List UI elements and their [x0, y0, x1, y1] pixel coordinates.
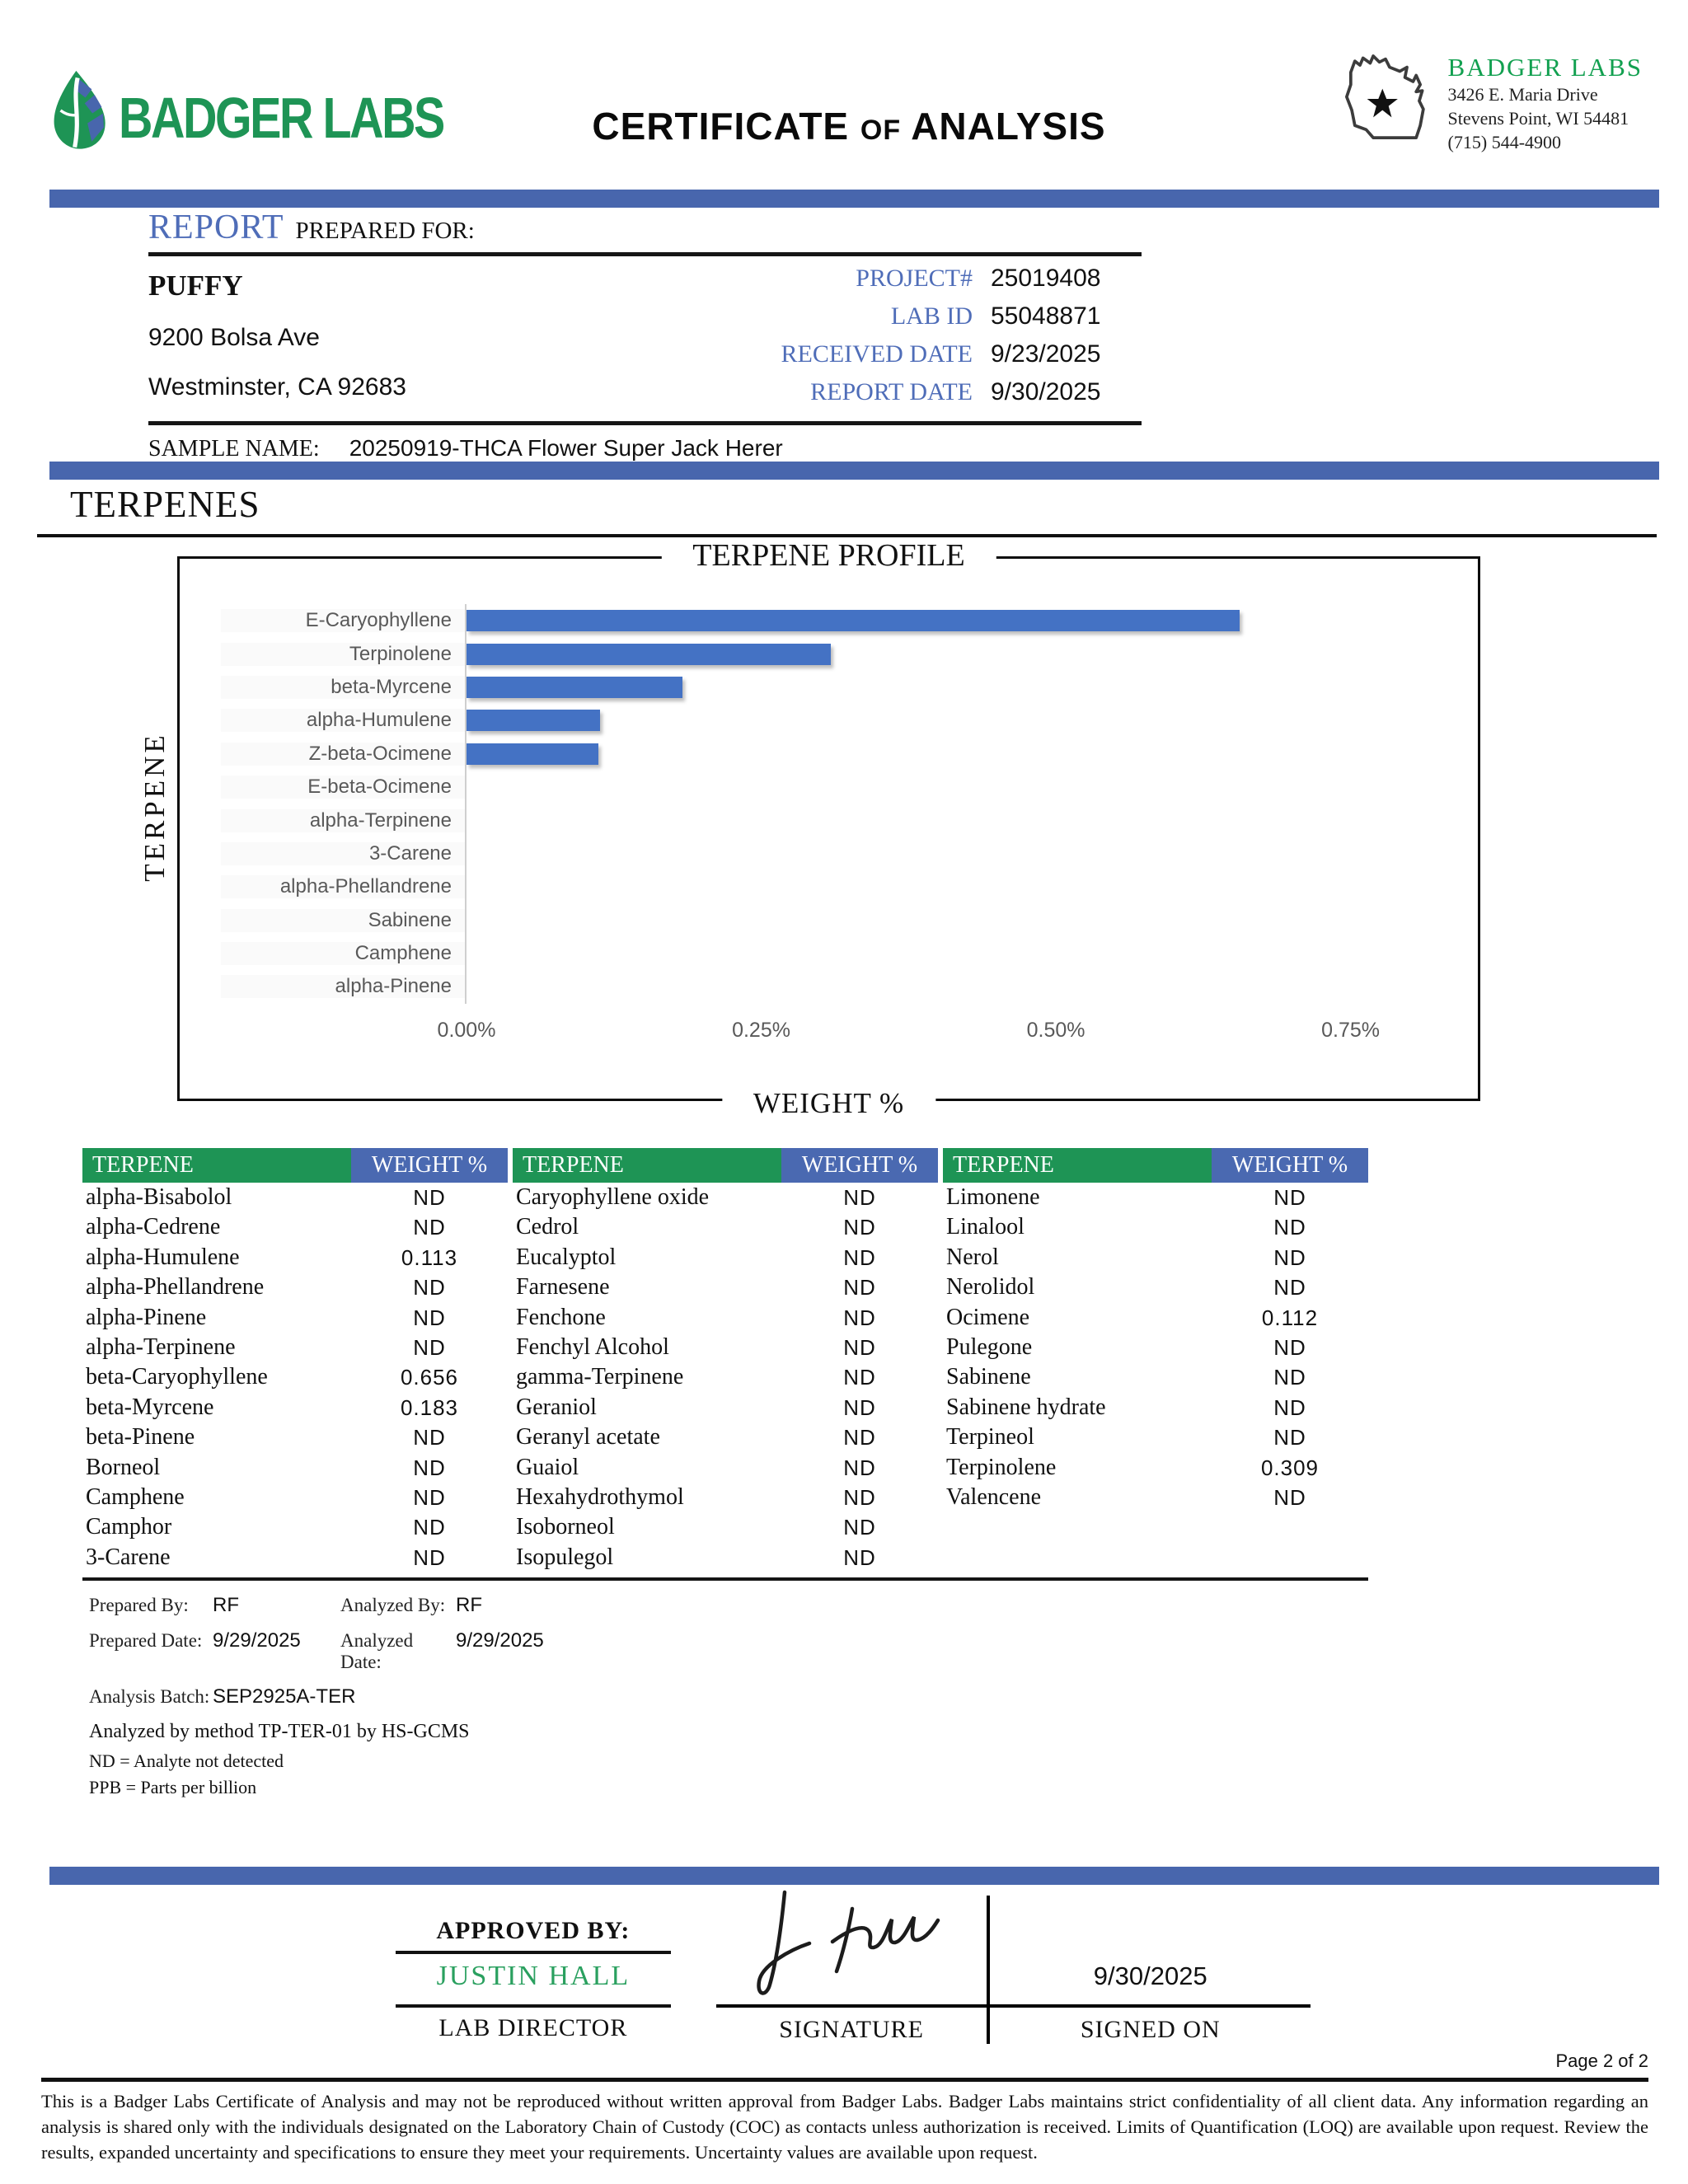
table-cell-terpene: Fenchone: [516, 1304, 606, 1330]
chart-x-tick: 0.00%: [437, 1019, 496, 1042]
chart-category-label: alpha-Humulene: [221, 709, 465, 732]
report-meta-label: REPORT DATE: [810, 378, 973, 405]
chart-row: [221, 637, 1445, 670]
chart-category-label: Camphene: [221, 942, 465, 965]
method-note: Analyzed by method TP-TER-01 by HS-GCMS: [89, 1721, 470, 1742]
table-header-terpene: TERPENE: [513, 1148, 781, 1183]
table-cell-terpene: Eucalyptol: [516, 1244, 617, 1270]
divider-band-terpenes: [49, 462, 1659, 480]
table-cell-terpene: beta-Caryophyllene: [86, 1364, 268, 1390]
prepared-by-value: RF: [213, 1594, 239, 1616]
table-cell-weight: ND: [843, 1335, 876, 1361]
page-number: Page 2 of 2: [1555, 2050, 1648, 2071]
chart-category-label: Sabinene: [221, 909, 465, 932]
client-block: [148, 265, 610, 416]
chart-row: [221, 704, 1445, 737]
table-cell-weight: ND: [413, 1335, 446, 1361]
badger-labs-logo: [48, 68, 514, 153]
table-cell-terpene: Isoborneol: [516, 1514, 615, 1540]
table-cell-terpene: gamma-Terpinene: [516, 1364, 684, 1390]
table-cell-weight: ND: [843, 1394, 876, 1420]
chart-x-axis-label: WEIGHT %: [722, 1087, 935, 1120]
table-cell-terpene: Hexahydrothymol: [516, 1484, 684, 1511]
table-cell-terpene: Sabinene hydrate: [946, 1394, 1106, 1420]
table-cell-terpene: Sabinene: [946, 1364, 1031, 1390]
chart-bar-track: [465, 738, 1445, 771]
title-of: OF: [860, 115, 902, 146]
chart-x-tick: 0.75%: [1321, 1019, 1381, 1042]
table-cell-terpene: Camphene: [86, 1484, 185, 1511]
chart-bar-track: [465, 837, 1445, 870]
table-cell-weight: ND: [843, 1485, 876, 1511]
approved-by-label: APPROVED BY:: [436, 1917, 631, 1944]
table-cell-terpene: beta-Myrcene: [86, 1394, 214, 1420]
table-cell-weight: ND: [1273, 1275, 1306, 1301]
table-cell-weight: ND: [1273, 1394, 1306, 1420]
chart-category-label: E-beta-Ocimene: [221, 776, 465, 799]
table-cell-weight: 0.656: [400, 1365, 459, 1390]
report-label: REPORT: [148, 209, 284, 246]
table-cell-weight: ND: [843, 1515, 876, 1540]
report-meta-label: LAB ID: [890, 302, 973, 330]
table-cell-weight: 0.113: [401, 1244, 458, 1270]
lab-address-line2: Stevens Point, WI 54481: [1447, 108, 1629, 129]
table-cell-terpene: Cedrol: [516, 1214, 579, 1240]
lab-address-line1: 3426 E. Maria Drive: [1447, 84, 1598, 105]
analyzed-date-value: 9/29/2025: [456, 1629, 544, 1652]
logo-wordmark: BADGER LABS: [119, 86, 443, 150]
analysis-batch-value: SEP2925A-TER: [213, 1685, 356, 1708]
table-cell-weight: ND: [413, 1485, 446, 1511]
chart-row: [221, 970, 1445, 1003]
lab-director-title: LAB DIRECTOR: [438, 2014, 628, 2041]
signed-on-column: [987, 1896, 1311, 2044]
chart-bar: [467, 677, 682, 698]
approval-block: [396, 1896, 1311, 2044]
table-cell-weight: ND: [843, 1425, 876, 1451]
table-header-weight: WEIGHT %: [1212, 1148, 1368, 1183]
signature-column: [716, 1896, 987, 2044]
chart-y-axis-label: TERPENE: [138, 709, 171, 905]
leaf-icon: [48, 68, 119, 153]
report-meta-row: [610, 265, 1142, 293]
chart-x-ticks: [437, 1019, 1445, 1045]
chart-title: TERPENE PROFILE: [661, 537, 996, 574]
table-cell-terpene: Limonene: [946, 1184, 1040, 1210]
table-cell-weight: ND: [843, 1244, 876, 1270]
chart-bar-track: [465, 804, 1445, 837]
table-cell-terpene: 3-Carene: [86, 1544, 171, 1570]
chart-bar-track: [465, 671, 1445, 704]
table-column-group: [513, 1148, 938, 1572]
footer-rule: [41, 2078, 1648, 2082]
chart-row: [221, 870, 1445, 903]
table-cell-weight: ND: [413, 1305, 446, 1330]
table-cell-terpene: Pulegone: [946, 1334, 1033, 1361]
table-cell-terpene: Valencene: [946, 1484, 1042, 1511]
table-cell-terpene: Fenchyl Alcohol: [516, 1334, 669, 1361]
chart-row: [221, 937, 1445, 970]
table-cell-weight: ND: [1273, 1365, 1306, 1390]
chart-bar: [467, 644, 831, 665]
approved-by-block: [396, 1896, 671, 2044]
table-bottom-rule: [82, 1577, 1368, 1581]
report-meta-value: 25019408: [991, 265, 1101, 292]
chart-bar-track: [465, 970, 1445, 1003]
chart-row: [221, 604, 1445, 637]
table-header-weight: WEIGHT %: [781, 1148, 938, 1183]
client-address-line2: Westminster, CA 92683: [148, 373, 406, 401]
chart-x-tick: 0.25%: [732, 1019, 790, 1042]
table-cell-terpene: alpha-Cedrene: [86, 1214, 221, 1240]
table-cell-weight: 0.112: [1261, 1305, 1319, 1330]
lab-phone: (715) 544-4900: [1447, 132, 1562, 152]
table-cell-terpene: alpha-Pinene: [86, 1304, 207, 1330]
table-cell-weight: ND: [843, 1544, 876, 1570]
table-cell-weight: ND: [843, 1275, 876, 1301]
signed-on-label: SIGNED ON: [1080, 2016, 1221, 2043]
chart-bar-track: [465, 870, 1445, 903]
sample-name-row: [148, 435, 1142, 462]
wisconsin-state-icon: [1333, 48, 1438, 150]
report-body: [148, 265, 1142, 416]
table-cell-weight: ND: [843, 1185, 876, 1210]
table-cell-weight: ND: [1273, 1425, 1306, 1451]
signed-date: 9/30/2025: [990, 1896, 1311, 2008]
report-meta-value: 55048871: [991, 302, 1101, 330]
sample-name-label: SAMPLE NAME:: [148, 436, 320, 462]
chart-row: [221, 804, 1445, 837]
table-cell-weight: ND: [843, 1365, 876, 1390]
page-title: [495, 104, 1203, 148]
table-cell-terpene: Nerol: [946, 1244, 999, 1270]
report-meta-value: 9/23/2025: [991, 340, 1101, 368]
table-header-weight: WEIGHT %: [351, 1148, 508, 1183]
prepared-for-label: PREPARED FOR:: [295, 218, 475, 244]
chart-row: [221, 771, 1445, 804]
chart-bar: [467, 710, 600, 731]
chart-plot-area: [221, 604, 1445, 1042]
table-cell-weight: 0.309: [1260, 1455, 1320, 1480]
analysis-batch-label: Analysis Batch:: [89, 1686, 210, 1707]
analysis-row-batch: [89, 1685, 765, 1708]
table-cell-terpene: Isopulegol: [516, 1544, 614, 1570]
analysis-row-by: [89, 1594, 765, 1617]
table-cell-terpene: Caryophyllene oxide: [516, 1184, 710, 1210]
chart-bar: [467, 610, 1240, 631]
table-cell-weight: ND: [843, 1305, 876, 1330]
section-title: TERPENES: [70, 484, 260, 525]
table-cell-weight: ND: [413, 1544, 446, 1570]
chart-category-label: 3-Carene: [221, 842, 465, 865]
analyzed-by-label: Analyzed By:: [340, 1595, 446, 1615]
sample-name-value: 20250919-THCA Flower Super Jack Herer: [349, 435, 783, 461]
chart-row: [221, 671, 1445, 704]
table-cell-terpene: Camphor: [86, 1514, 172, 1540]
report-meta-label: RECEIVED DATE: [781, 340, 973, 368]
table-cell-weight: ND: [413, 1425, 446, 1451]
table-cell-terpene: Borneol: [86, 1454, 161, 1480]
chart-x-tick: 0.50%: [1026, 1019, 1085, 1042]
report-bottom-rule: [148, 421, 1142, 425]
report-meta-row: [610, 302, 1142, 330]
divider-band-top: [49, 190, 1659, 208]
table-column-group: [82, 1148, 508, 1572]
analysis-notes: [89, 1594, 765, 1803]
table-cell-weight: ND: [413, 1275, 446, 1301]
chart-category-label: Terpinolene: [221, 643, 465, 666]
chart-row: [221, 904, 1445, 937]
table-cell-weight: ND: [1273, 1244, 1306, 1270]
report-meta-row: [610, 340, 1142, 368]
table-cell-terpene: Linalool: [946, 1214, 1025, 1240]
table-cell-weight: ND: [1273, 1335, 1306, 1361]
report-meta: [610, 265, 1142, 416]
prepared-by-label: Prepared By:: [89, 1595, 189, 1615]
table-cell-terpene: Geraniol: [516, 1394, 597, 1420]
table-cell-terpene: Farnesene: [516, 1274, 610, 1301]
chart-bar-track: [465, 604, 1445, 637]
lab-name: BADGER LABS: [1447, 53, 1643, 82]
report-heading: [148, 208, 1142, 247]
chart-bar-track: [465, 637, 1445, 670]
table-column-group: [943, 1148, 1368, 1572]
report-meta-row: [610, 378, 1142, 406]
table-cell-weight: ND: [843, 1215, 876, 1240]
lab-director-name: JUSTIN HALL: [436, 1961, 631, 1991]
table-header-terpene: TERPENE: [82, 1148, 351, 1183]
table-cell-weight: 0.183: [400, 1394, 459, 1420]
lab-info: [1448, 48, 1643, 154]
chart-bar-track: [465, 704, 1445, 737]
chart-row: [221, 738, 1445, 771]
lab-address-block: [1333, 48, 1643, 154]
chart-bar-track: [465, 771, 1445, 804]
heading-rule: [148, 252, 1142, 256]
table-cell-weight: ND: [1273, 1185, 1306, 1210]
prepared-date-label: Prepared Date:: [89, 1630, 203, 1651]
table-cell-terpene: alpha-Humulene: [86, 1244, 240, 1270]
chart-category-label: E-Caryophyllene: [221, 609, 465, 632]
chart-category-label: alpha-Phellandrene: [221, 875, 465, 898]
chart-bar-track: [465, 904, 1445, 937]
signature-image: [729, 1881, 976, 2004]
chart-category-label: alpha-Terpinene: [221, 809, 465, 832]
report-meta-value: 9/30/2025: [991, 378, 1101, 405]
table-cell-weight: ND: [413, 1455, 446, 1480]
table-cell-weight: ND: [413, 1515, 446, 1540]
table-cell-terpene: Geranyl acetate: [516, 1424, 660, 1451]
table-cell-weight: ND: [413, 1215, 446, 1240]
prepared-date-value: 9/29/2025: [213, 1629, 301, 1652]
table-cell-terpene: Terpineol: [946, 1424, 1034, 1451]
report-meta-label: PROJECT#: [856, 265, 973, 292]
table-cell-terpene: Nerolidol: [946, 1274, 1035, 1301]
analyzed-by-value: RF: [456, 1594, 482, 1616]
signature-label: SIGNATURE: [779, 2016, 924, 2043]
terpene-profile-chart: [138, 538, 1480, 1119]
chart-bar: [467, 743, 598, 765]
disclaimer-text: This is a Badger Labs Certificate of Analysis and may not be reproduced without written approval from Badger Labs. Badger Labs maintains strict confidentiality of all client data. Any information regarding an analysis is shared only with the individuals designated on the Laboratory Chain of Custody (COC) as contacts unless authorization is received. Limits of Quantification (LOQ) are available upon request. Review the results, expanded uncertainty and specifications to ensure they meet your requirements. Uncertainty values are available upon request.: [41, 2091, 1648, 2163]
client-name: PUFFY: [148, 269, 243, 302]
chart-category-label: beta-Myrcene: [221, 676, 465, 699]
table-cell-terpene: alpha-Bisabolol: [86, 1184, 232, 1210]
report-info-block: [148, 208, 1142, 462]
chart-category-label: Z-beta-Ocimene: [221, 743, 465, 766]
terpene-results-table: [82, 1148, 1368, 1572]
table-cell-weight: ND: [843, 1455, 876, 1480]
table-cell-weight: ND: [1273, 1215, 1306, 1240]
title-certificate: CERTIFICATE: [592, 105, 850, 148]
table-cell-terpene: beta-Pinene: [86, 1424, 195, 1451]
chart-bar-track: [465, 937, 1445, 970]
signature-area: [716, 1896, 987, 2008]
table-cell-terpene: Ocimene: [946, 1304, 1030, 1330]
table-cell-terpene: alpha-Phellandrene: [86, 1274, 265, 1301]
table-cell-terpene: alpha-Terpinene: [86, 1334, 236, 1361]
chart-row: [221, 837, 1445, 870]
title-analysis: ANALYSIS: [911, 105, 1106, 148]
ppb-note: PPB = Parts per billion: [89, 1777, 257, 1797]
client-address-line1: 9200 Bolsa Ave: [148, 324, 320, 351]
chart-rows: [221, 604, 1445, 1004]
table-cell-weight: ND: [1273, 1485, 1306, 1511]
table-cell-terpene: Guaiol: [516, 1454, 579, 1480]
nd-note: ND = Analyte not detected: [89, 1750, 284, 1771]
table-cell-terpene: Terpinolene: [946, 1454, 1057, 1480]
table-cell-weight: ND: [413, 1185, 446, 1210]
table-header-terpene: TERPENE: [943, 1148, 1212, 1183]
chart-category-label: alpha-Pinene: [221, 975, 465, 998]
analysis-row-date: [89, 1629, 765, 1673]
analyzed-date-label: Analyzed Date:: [340, 1630, 414, 1672]
